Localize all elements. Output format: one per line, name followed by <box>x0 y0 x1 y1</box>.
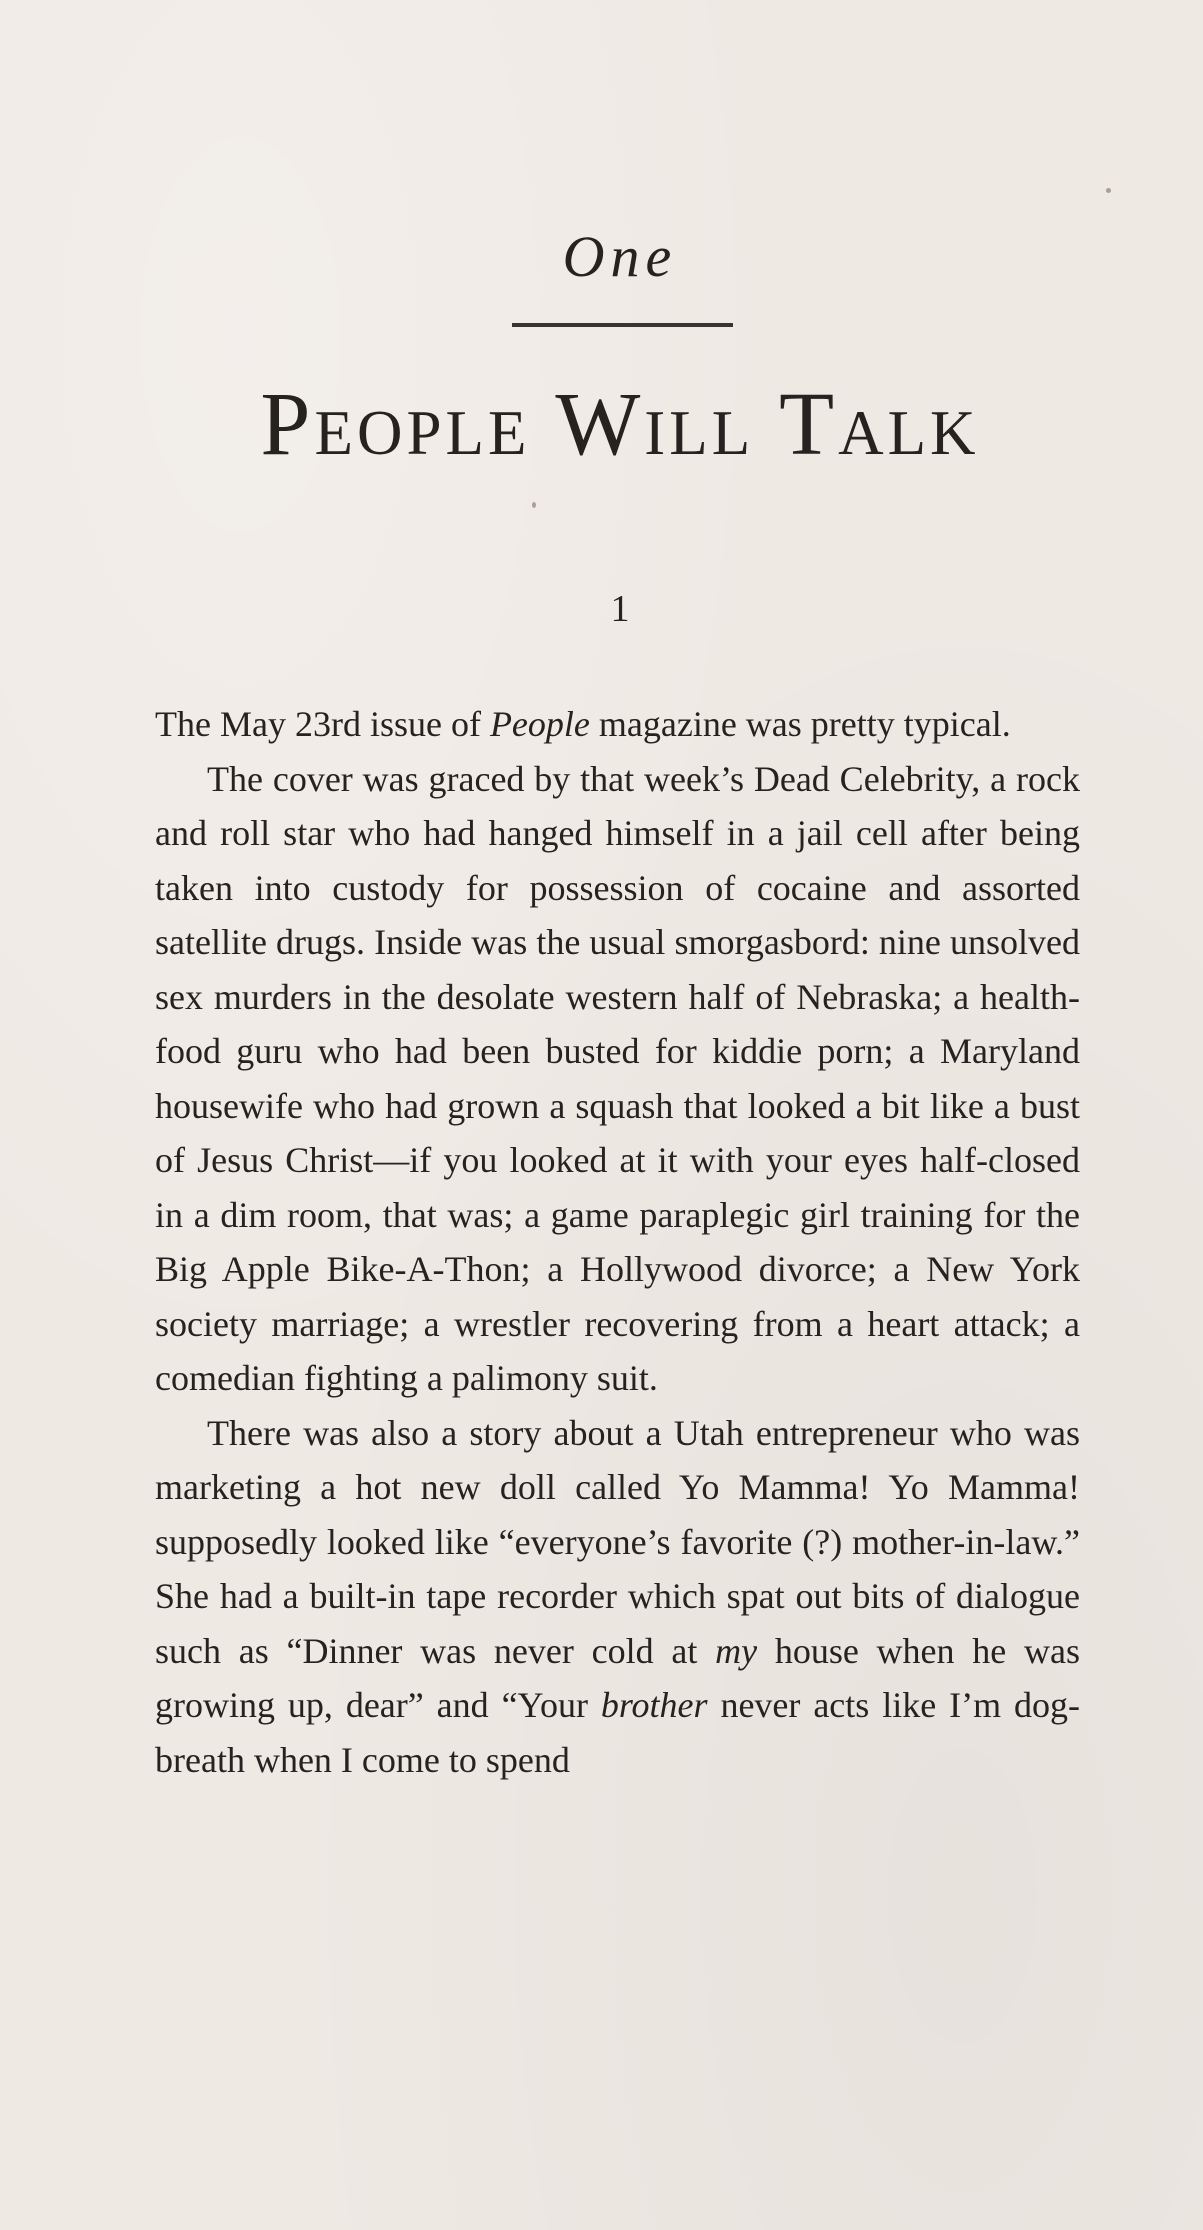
paragraph-3-italic-brother: brother <box>600 1685 708 1725</box>
paper-speck <box>1106 188 1111 193</box>
paper-speck <box>532 502 536 508</box>
paragraph-1-text-end: magazine was pretty typical. <box>589 704 1011 744</box>
paragraph-1 <box>155 697 1080 752</box>
section-number: 1 <box>610 588 630 630</box>
body-text <box>155 697 1080 1787</box>
chapter-divider-rule <box>512 323 733 327</box>
paragraph-3-text-part1: There was also a story about a Utah entrepreneur who was marketing a hot new doll called Yo Mamma! Yo Mamma! supposedly looked like “everyone’s favorite (?) mother-in-law.” She had a built-in tape recorder which spat out bits of dialogue such as “Dinner was never cold at <box>155 1412 1080 1671</box>
chapter-title: People Will Talk <box>260 375 980 474</box>
paragraph-1-text-start: The May 23rd issue of <box>155 704 490 744</box>
magazine-title-italic: People <box>489 704 590 744</box>
paragraph-3-italic-my: my <box>715 1630 758 1671</box>
paragraph-3-text-part2: house when he was growing up, dear” and “Your <box>155 1630 1080 1725</box>
paragraph-3 <box>155 1406 1080 1788</box>
paragraph-2: The cover was graced by that week’s Dead Celebrity, a rock and roll star who had hanged himself in a jail cell after being taken into custody for possession of cocaine and assorted satellite drugs. Inside was the usual smorgasbord: nine unsolved sex murders in the desolate western half of Nebraska; a health-food guru who had been busted for kiddie porn; a Maryland housewife who had grown a squash that looked a bit like a bust of Jesus Christ—if you looked at it with your eyes half-closed in a dim room, that was; a game paraplegic girl training for the Big Apple Bike-A-Thon; a Hollywood divorce; a New York society marriage; a wrestler recovering from a heart attack; a comedian fighting a palimony suit. <box>155 758 1080 1398</box>
chapter-number: One <box>562 224 678 289</box>
paragraph-3-text-part3: never acts like I’m dog-breath when I come to spend <box>155 1685 1080 1780</box>
